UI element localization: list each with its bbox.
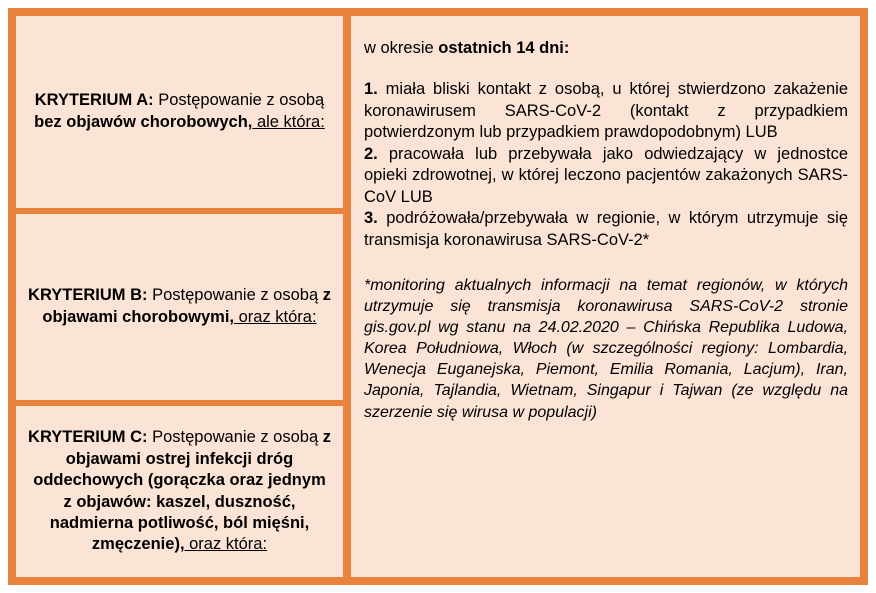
criterion-b-lead: Postępowanie z osobą [147,286,323,305]
details-item-2-number: 2. [364,144,378,163]
criteria-column [16,16,343,577]
details-column [351,16,860,577]
criterion-b-underlined: oraz która: [234,308,317,326]
details-lead-line [364,38,848,59]
criterion-cell-b [16,208,343,400]
column-divider [343,16,351,577]
criterion-a-emphasis: bez objawów chorobowych, [34,113,253,131]
details-item-1-text: miała bliski kontakt z osobą, u której stwierdzono zakażenie koronawirusem SARS-CoV-2 (kontakt z przypadkiem potwierdzonym lub przypadkiem prawdopodobnym) LUB [364,80,848,142]
criterion-a-label: KRYTERIUM A: [34,91,154,110]
criterion-b-emphasis: z objawami chorobowymi, [42,286,331,326]
criterion-c-label: KRYTERIUM C: [28,428,148,447]
criteria-table [8,8,868,585]
details-footnote: *monitoring aktualnych informacji na temat regionów, w których utrzymuje się transmisja koronawirusa SARS-CoV-2 stronie gis.gov.pl wg stanu na 24.02.2020 – Chińska Republika Ludowa, Korea Południowa, Włoch (w szczególności regiony: Lombardia, Wenecja Euganejska, Piemont, Emilia Romania, Lacjum), Iran, Japonia, Tajlandia, Wietnam, Singapur i Tajwan (ze względu na szerzenie się wirusa w populacji) [364,276,848,421]
details-item-2 [364,144,848,208]
details-lead-prefix: w okresie [364,39,439,57]
details-lead-emphasis: ostatnich 14 dni: [438,39,570,57]
details-item-3-number: 3. [364,209,378,228]
details-item-1-number: 1. [364,80,378,99]
details-item-2-text: pracowała lub przebywała jako odwiedzający w jednostce opieki zdrowotnej, w której leczono pacjentów zakażonych SARS-CoV LUB [364,144,848,206]
criterion-c-emphasis: z objawami ostrej infekcji dróg oddechowych (gorączka oraz jednym z objawów: kaszel, duszność, nadmierna potliwość, ból mięśni, zmęczenie), [33,428,331,554]
criterion-cell-a [16,16,343,208]
details-item-1 [364,79,848,143]
criterion-b-text [28,285,331,329]
details-item-3 [364,208,848,251]
criterion-b-label: KRYTERIUM B: [28,286,148,305]
criterion-c-lead: Postępowanie z osobą [147,428,323,447]
criterion-c-underlined: oraz która: [184,535,268,554]
criterion-cell-c [16,400,343,577]
criterion-a-lead: Postępowanie z osobą [153,91,325,110]
criterion-c-text [28,427,331,556]
criterion-a-text [28,90,331,134]
details-item-3-text: podróżowała/przebywała w regionie, w którym utrzymuje się transmisja koronawirusa SARS-CoV-2* [364,209,848,249]
criterion-a-underlined: ale która: [252,113,325,131]
